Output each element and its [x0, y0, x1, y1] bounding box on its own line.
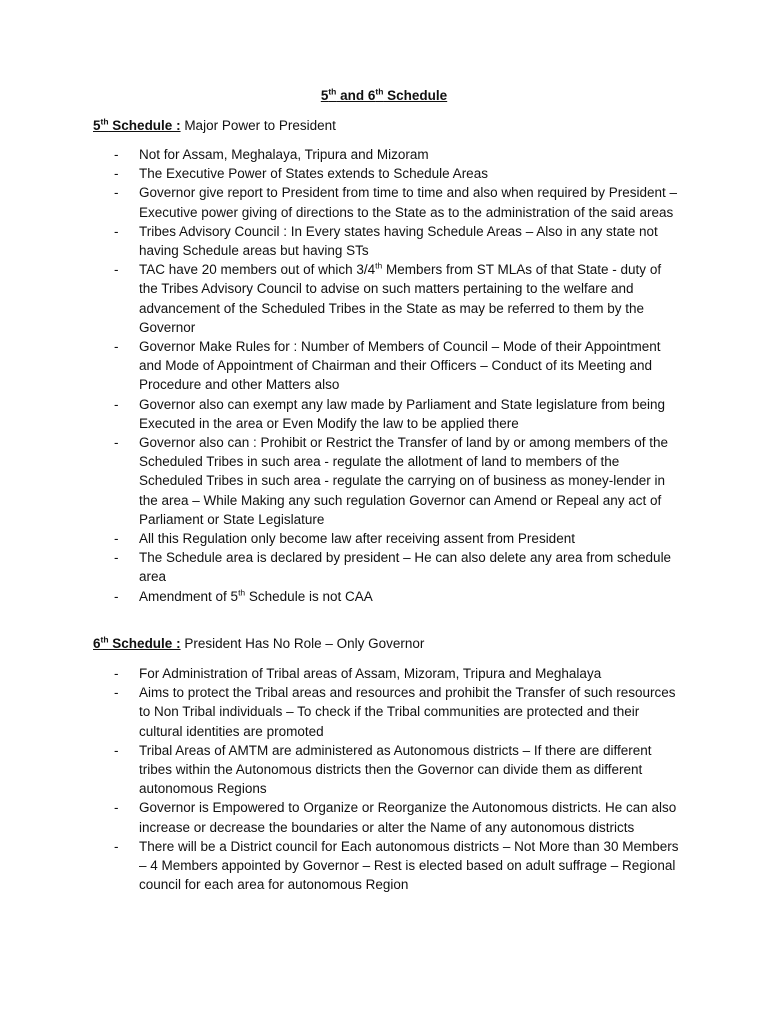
bullet-marker: - [114, 685, 119, 701]
bullet-marker: - [114, 223, 119, 239]
list-item [0, 164, 679, 183]
list-item [0, 222, 679, 260]
list-item-text: Governor also can exempt any law made by Parliament and State legislature from being Executed in the area or Even Modify the law to be applied there [139, 396, 666, 431]
bullet-marker: - [114, 435, 119, 451]
schedule-6-heading: 6th Schedule : President Has No Role – Only Governor [93, 634, 425, 651]
list-item-text: Amendment of 5th Schedule is not CAA [139, 587, 373, 604]
list-item-text: There will be a District council for Each autonomous districts – Not More than 30 Members – 4 Members appointed by Governor – Rest is elected based on adult suffrage – Regional council for each area for autonomous Region [139, 838, 679, 893]
list-item-text: The Schedule area is declared by president – He can also delete any area from schedule area [139, 550, 672, 585]
bullet-marker: - [114, 185, 119, 201]
list-item [0, 260, 679, 337]
list-item-text: Tribal Areas of AMTM are administered as Autonomous districts – If there are different tribes within the Autonomous districts then the Governor can divide them as different autonomous Regions [139, 742, 652, 797]
bullet-marker: - [114, 666, 119, 681]
list-item-text: Tribes Advisory Council : In Every states having Schedule Areas – Also in any state not having Schedule areas but having STs [139, 223, 658, 259]
schedule-5-list [0, 145, 768, 606]
list-item [0, 433, 679, 529]
list-item [0, 664, 679, 683]
list-item [0, 798, 679, 836]
list-item-text: The Executive Power of States extends to Schedule Areas [139, 166, 488, 182]
list-item-text: Not for Assam, Meghalaya, Tripura and Mizoram [139, 147, 429, 162]
page-title: 5th and 6th Schedule [320, 86, 448, 103]
list-item [0, 183, 679, 221]
list-item-text: TAC have 20 members out of which 3/4th Members from ST MLAs of that State - duty of the Tribes Advisory Council to advise on such matters pertaining to the welfare and advancement of the Scheduled Tribes in the State as may be referred to them by the Governor [139, 260, 662, 335]
list-item [0, 529, 679, 548]
schedule-5-heading: 5th Schedule : Major Power to President [93, 116, 336, 133]
list-item-text: All this Regulation only become law after receiving assent from President [139, 531, 575, 547]
list-item-text: Governor give report to President from time to time and also when required by President – Executive power giving of directions to the State as to the administration of the said areas [139, 185, 678, 220]
list-item [0, 741, 679, 799]
list-item [0, 587, 679, 606]
bullet-marker: - [114, 262, 119, 278]
list-item [0, 145, 679, 164]
list-item-text: Governor is Empowered to Organize or Reorganize the Autonomous districts. He can also increase or decrease the boundaries or alter the Name of any autonomous districts [139, 800, 677, 835]
list-item [0, 548, 679, 586]
bullet-marker: - [114, 550, 119, 566]
bullet-marker: - [114, 742, 119, 758]
bullet-marker: - [114, 166, 119, 182]
list-item-text: Governor Make Rules for : Number of Members of Council – Mode of their Appointment and Mode of Appointment of Chairman and their Officers – Conduct of its Meeting and Procedure and other Matters also [139, 339, 661, 393]
bullet-marker: - [114, 531, 119, 547]
bullet-marker: - [114, 396, 119, 412]
list-item [0, 395, 679, 433]
list-item [0, 837, 679, 895]
bullet-marker: - [114, 339, 119, 355]
bullet-marker: - [114, 147, 119, 162]
list-item-text: Governor also can : Prohibit or Restrict the Transfer of land by or among members of the Scheduled Tribes in such area - regulate the allotment of land to members of the Scheduled Tribes in such area - regulate the carrying on of business as money-lender in the area – While Making any such regulation Governor can Amend or Repeal any act of Parliament or State Legislature [139, 435, 668, 527]
list-item [0, 683, 679, 741]
bullet-marker: - [114, 800, 119, 816]
list-item-text: Aims to protect the Tribal areas and resources and prohibit the Transfer of such resources to Non Tribal individuals – To check if the Tribal communities are protected and their cultural identities are promoted [139, 685, 676, 739]
bullet-marker: - [114, 588, 119, 604]
list-item-text: For Administration of Tribal areas of Assam, Mizoram, Tripura and Meghalaya [139, 666, 602, 681]
list-item [0, 337, 679, 395]
bullet-marker: - [114, 838, 119, 854]
schedule-6-list [0, 664, 768, 894]
